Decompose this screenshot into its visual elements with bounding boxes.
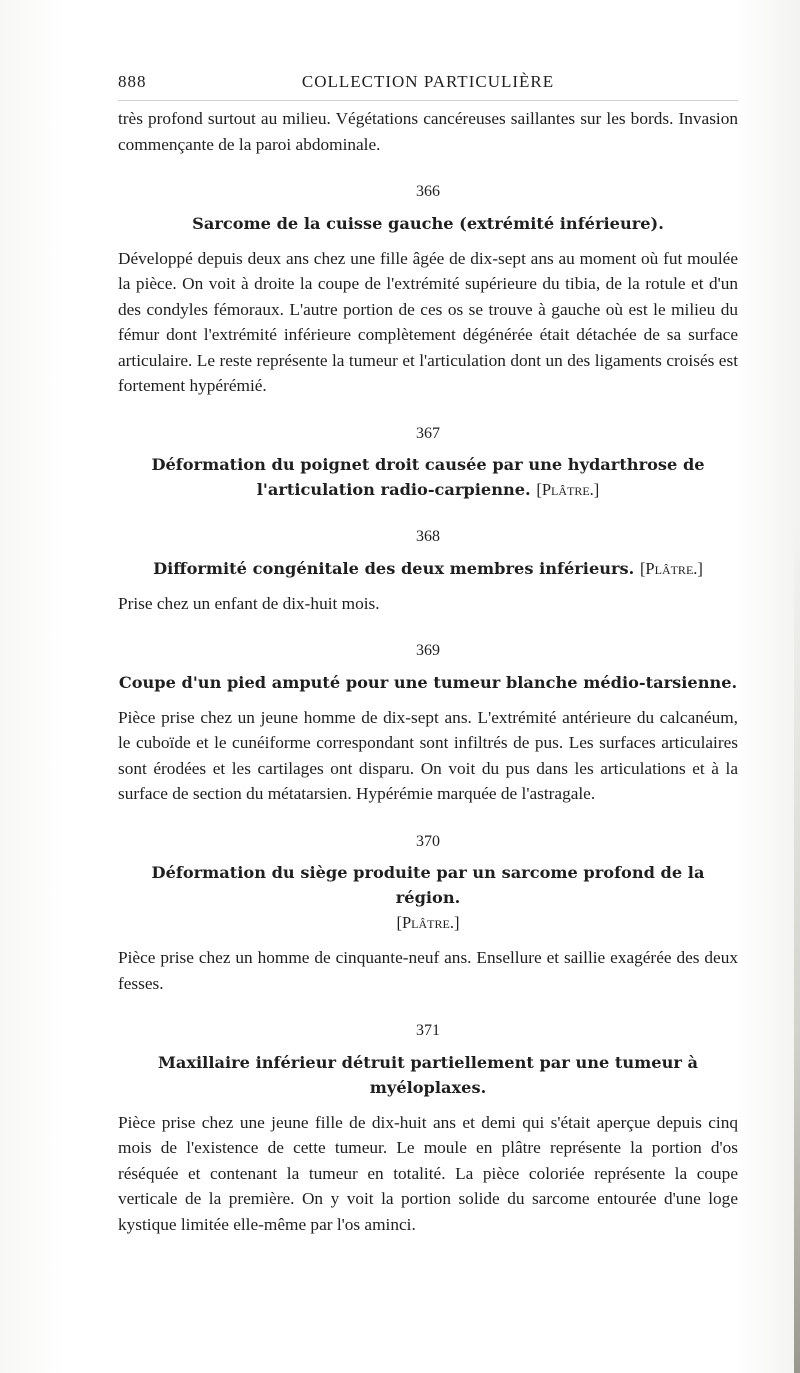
page-number: 888 xyxy=(118,72,147,91)
entry-title xyxy=(118,452,738,502)
entry-note: [Plâtre.] xyxy=(536,480,600,499)
entry-number: 368 xyxy=(416,528,440,545)
entry-description: Pièce prise chez une jeune fille de dix-huit ans et demi qui s'était aperçue depuis cinq mois de l'existence de cette tumeur. Le moule en plâtre représente la portion d'os réséquée et contenant la tumeur en totalité. La pièce coloriée représente la coupe verticale de la première. On y voit la portion solide du sarcome entourée d'une loge kystique limitée elle-même par l'os aminci. xyxy=(118,1112,738,1234)
entry-note: [Plâtre.] xyxy=(396,913,460,932)
entry-title: Maxillaire inférieur détruit partiellement par une tumeur à myéloplaxes. xyxy=(157,1052,699,1097)
entry-title xyxy=(118,556,738,581)
entry-number: 369 xyxy=(416,642,440,659)
entry-title-text: Déformation du poignet droit causée par une hydarthrose de l'articulation radio-carpienne. xyxy=(151,455,705,499)
catalog-entry-368 xyxy=(118,524,738,616)
entry-number: 367 xyxy=(416,424,440,442)
entry-description: Pièce prise chez un homme de cinquante-neuf ans. Ensellure et saillie exagérée des deux fesses. xyxy=(118,948,738,993)
running-title: COLLECTION PARTICULIÈRE xyxy=(301,72,555,91)
entry-description: Développé depuis deux ans chez une fille âgée de dix-sept ans au moment où fut moulée la pièce. On voit à droite la coupe de l'extrémité supérieure du tibia, de la rotule et d'un des condyles fémoraux. L'autre portion de ces os se trouve à gauche où est le milieu du fémur dont l'extrémité inférieure complètement dégénérée était détachée de sa surface articulaire. Le reste représente la tumeur et l'articulation dont un des ligaments croisés est fortement hypérémié. xyxy=(118,248,738,395)
catalog-entry-369 xyxy=(118,638,738,807)
header-rule xyxy=(118,100,738,101)
entry-title xyxy=(118,860,738,935)
page-header xyxy=(118,72,738,98)
catalog-entry-370 xyxy=(118,829,738,997)
catalog-entry-367 xyxy=(118,421,738,503)
catalog-entry-366 xyxy=(118,179,738,399)
entry-number: 366 xyxy=(416,183,440,200)
entry-description: Pièce prise chez un jeune homme de dix-sept ans. L'extrémité antérieure du calcanéum, le cuboïde et le cunéiforme correspondant sont infiltrés de pus. Les surfaces articulaires sont érodées et les cartilages ont disparu. On voit du pus dans les articulations et à la surface de section du métatarsien. Hypérémie marquée de l'astragale. xyxy=(118,707,738,803)
entry-title-text: Difformité congénitale des deux membres inférieurs. xyxy=(153,558,635,578)
page-edge-shadow xyxy=(794,520,800,1373)
catalog-entry-371 xyxy=(118,1018,738,1237)
page-body xyxy=(118,106,738,1237)
entry-title: Sarcome de la cuisse gauche (extrémité inférieure). xyxy=(192,213,664,233)
entry-note: [Plâtre.] xyxy=(639,558,703,578)
continued-paragraph: très profond surtout au milieu. Végétations cancéreuses saillantes sur les bords. Invasion commençante de la paroi abdominale. xyxy=(118,109,738,154)
entry-number: 371 xyxy=(416,1022,440,1039)
entry-description: Prise chez un enfant de dix-huit mois. xyxy=(118,593,380,613)
entry-title: Coupe d'un pied amputé pour une tumeur blanche médio-tarsienne. xyxy=(118,672,738,692)
entry-title-text: Déformation du siège produite par un sarcome profond de la région. xyxy=(151,863,705,907)
entry-number: 370 xyxy=(416,832,440,850)
